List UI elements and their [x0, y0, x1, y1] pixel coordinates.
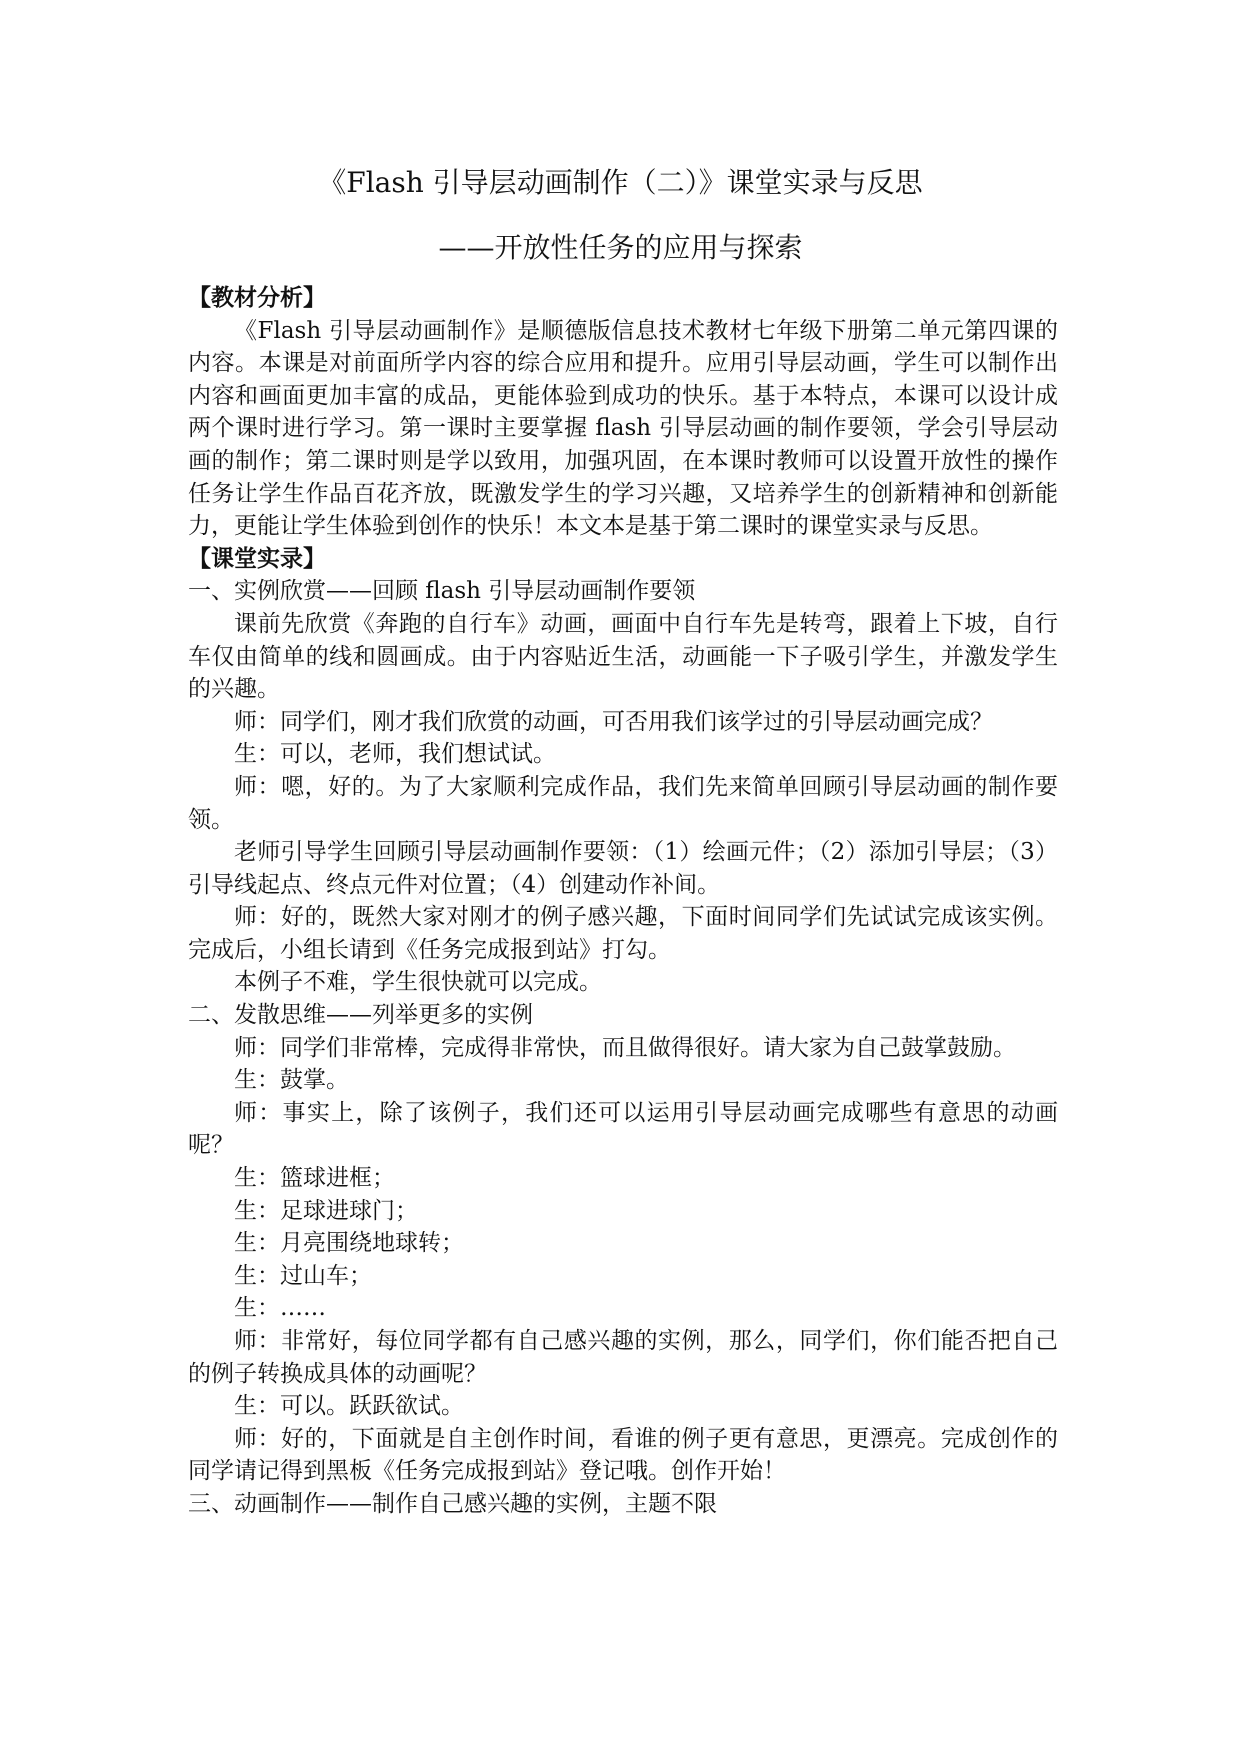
paragraph: 本例子不难，学生很快就可以完成。: [234, 969, 602, 996]
dialogue-line: 师：同学们，刚才我们欣赏的动画，可否用我们该学过的引导层动画完成？: [234, 708, 993, 735]
dialogue-line: 师：同学们非常棒，完成得非常快，而且做得很好。请大家为自己鼓掌鼓励。: [234, 1034, 1016, 1061]
section-heading-analysis: 【教材分析】: [188, 285, 326, 311]
document-body: [188, 282, 1058, 1521]
dialogue-line: 师：嗯，好的。为了大家顺利完成作品，我们先来简单回顾引导层动画的制作要领。: [188, 773, 1058, 833]
dialogue-line: 生：过山车；: [234, 1262, 372, 1289]
dialogue-line: 生：可以。跃跃欲试。: [234, 1393, 464, 1420]
paragraph: 课前先欣赏《奔跑的自行车》动画，画面中自行车先是转弯，跟着上下坡，自行车仅由简单的线和圆画成。由于内容贴近生活，动画能一下子吸引学生，并激发学生的兴趣。: [188, 610, 1058, 703]
paragraph: 老师引导学生回顾引导层动画制作要领：（1）绘画元件；（2）添加引导层；（3）引导线起点、终点元件对位置；（4）创建动作补间。: [188, 839, 1058, 898]
document-title: 《Flash 引导层动画制作（二）》课堂实录与反思: [318, 166, 923, 199]
dialogue-line: 生：可以，老师，我们想试试。: [234, 741, 556, 768]
subsection-heading-3: 三、动画制作——制作自己感兴趣的实例，主题不限: [188, 1490, 717, 1517]
dialogue-line: 师：好的，既然大家对刚才的例子感兴趣，下面时间同学们先试试完成该实例。完成后，小组长请到《任务完成报到站》打勾。: [188, 904, 1058, 963]
document-subtitle: ——开放性任务的应用与探索: [438, 231, 803, 264]
dialogue-line: 生：篮球进框；: [234, 1165, 395, 1192]
dialogue-line: 师：非常好，每位同学都有自己感兴趣的实例，那么，同学们，你们能否把自己的例子转换成具体的动画呢？: [188, 1328, 1058, 1387]
dialogue-line: 生：……: [234, 1295, 326, 1322]
dialogue-line: 师：事实上，除了该例子，我们还可以运用引导层动画完成哪些有意思的动画呢？: [188, 1099, 1058, 1159]
subsection-heading-2: 二、发散思维——列举更多的实例: [188, 1002, 533, 1029]
subsection-heading-1: 一、实例欣赏——回顾 flash 引导层动画制作要领: [188, 578, 696, 605]
dialogue-line: 生：月亮围绕地球转；: [234, 1230, 464, 1257]
paragraph-analysis: 《Flash 引导层动画制作》是顺德版信息技术教材七年级下册第二单元第四课的内容。本课是对前面所学内容的综合应用和提升。应用引导层动画，学生可以制作出内容和画面更加丰富的成品，更能体验到成功的快乐。基于本特点，本课可以设计成两个课时进行学习。第一课时主要掌握 flash 引导层动画的制作要领，学会引导层动画的制作；第二课时则是学以致用，加强巩固，在本课时教师可以设置开放性的操作任务让学生作品百花齐放，既激发学生的学习兴趣，又培养学生的创新精神和创新能力，更能让学生体验到创作的快乐！本文本是基于第二课时的课堂实录与反思。: [188, 317, 1058, 540]
dialogue-line: 师：好的，下面就是自主创作时间，看谁的例子更有意思，更漂亮。完成创作的同学请记得到黑板《任务完成报到站》登记哦。创作开始！: [188, 1425, 1058, 1485]
dialogue-line: 生：鼓掌。: [234, 1067, 349, 1094]
section-heading-record: 【课堂实录】: [188, 545, 326, 572]
dialogue-line: 生：足球进球门；: [234, 1197, 418, 1224]
